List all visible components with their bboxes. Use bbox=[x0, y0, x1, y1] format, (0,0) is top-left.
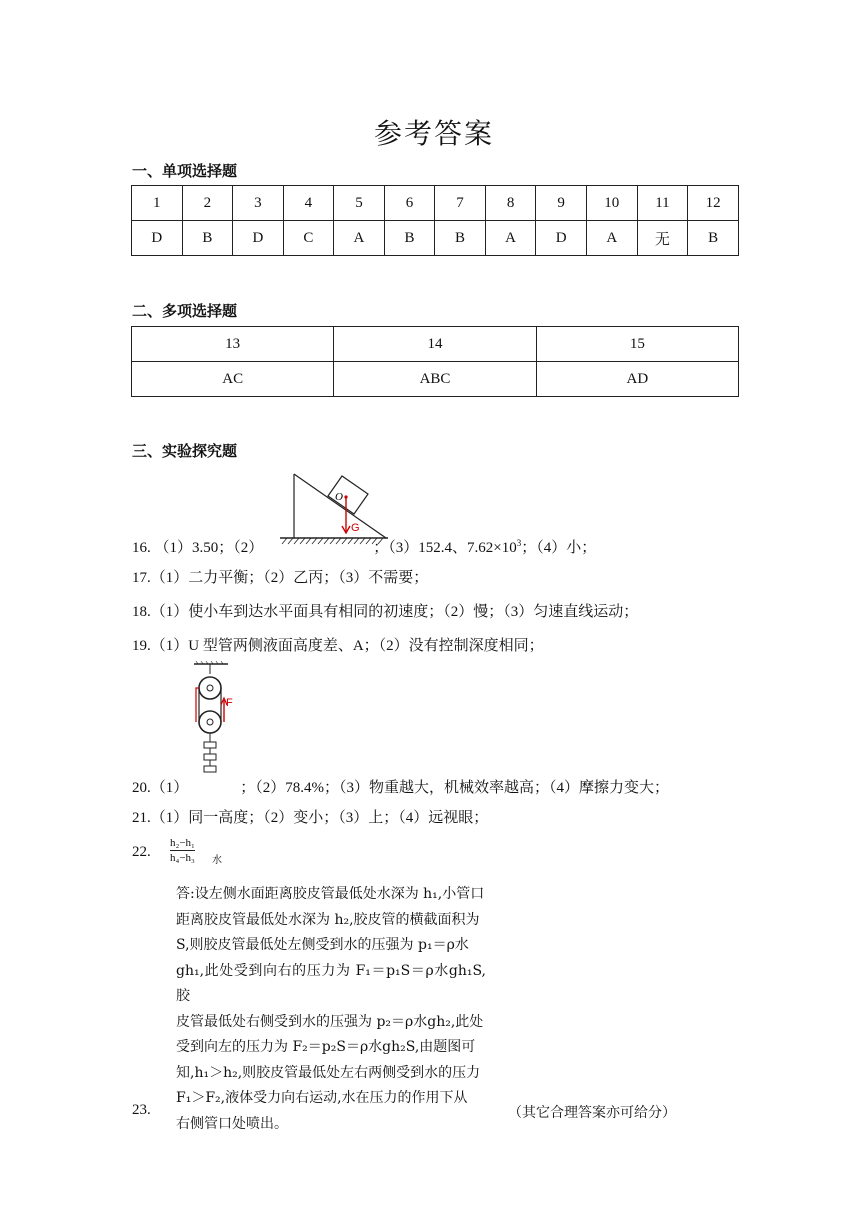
answer-22-suffix: 水 bbox=[212, 855, 222, 866]
q18-number: 18. bbox=[132, 604, 151, 620]
answer-line: gh₁,此处受到向右的压力为 F₁＝p₁S＝ρ水gh₁S,胶 bbox=[176, 962, 486, 1004]
table-cell: AD bbox=[536, 362, 738, 397]
section-multi-choice: 二、多项选择题 bbox=[132, 302, 238, 320]
answer-line: 答:设左侧水面距离胶皮管最低处水深为 h₁,小管口 bbox=[176, 886, 485, 902]
fraction-denominator: h₄−h₃ bbox=[170, 852, 195, 864]
q20-part1: （1） bbox=[150, 780, 189, 796]
table-cell: 12 bbox=[688, 186, 739, 221]
table-cell: 2 bbox=[182, 186, 233, 221]
answer-line: 右侧管口处喷出。 bbox=[176, 1115, 288, 1132]
table-cell: ABC bbox=[334, 362, 536, 397]
table-cell: A bbox=[334, 221, 385, 256]
table-cell: 8 bbox=[485, 186, 536, 221]
table-cell: D bbox=[132, 221, 183, 256]
table-cell: 无 bbox=[637, 221, 688, 256]
table-cell: A bbox=[485, 221, 536, 256]
answer-17 bbox=[132, 566, 428, 587]
q16-number: 16. bbox=[132, 540, 151, 556]
table-cell: 11 bbox=[637, 186, 688, 221]
q20-part2: ；（2）78.4%；（3）物重越大，机械效率越高；（4）摩擦力变大； bbox=[240, 780, 670, 796]
answer-line: F₁＞F₂,液体受力向右运动,水在压力的作用下从 bbox=[176, 1090, 468, 1106]
pulley-label-f: F bbox=[226, 697, 233, 709]
table-cell: 10 bbox=[586, 186, 637, 221]
table-row bbox=[132, 221, 739, 256]
answer-16 bbox=[132, 536, 596, 557]
answer-line: 皮管最低处右侧受到水的压强为 p₂＝ρ水gh₂,此处 bbox=[176, 1013, 484, 1030]
table-cell: B bbox=[182, 221, 233, 256]
incline-label-o: O bbox=[335, 491, 343, 503]
table-cell: A bbox=[586, 221, 637, 256]
multi-choice-table bbox=[131, 326, 739, 397]
table-cell: 6 bbox=[384, 186, 435, 221]
answer-23-text bbox=[176, 882, 486, 1137]
answer-line: S,则胶皮管最低处左侧受到水的压强为 p₁＝ρ水 bbox=[176, 937, 469, 953]
table-cell: 9 bbox=[536, 186, 587, 221]
q19-text: （1）U 型管两侧液面高度差、A；（2）没有控制深度相同； bbox=[150, 638, 544, 654]
q17-text: （1）二力平衡；（2）乙丙；（3）不需要； bbox=[150, 570, 429, 586]
answer-19 bbox=[132, 634, 544, 655]
answer-18 bbox=[132, 600, 638, 621]
q16-part1: （1）3.50；（2） bbox=[154, 540, 264, 556]
q21-text: （1）同一高度；（2）变小；（3）上；（4）远视眼； bbox=[150, 810, 489, 826]
q16-sup: 3 bbox=[516, 538, 522, 548]
answer-20 bbox=[132, 776, 669, 797]
table-cell: B bbox=[435, 221, 486, 256]
q17-number: 17. bbox=[132, 570, 151, 586]
page-title: 参考答案 bbox=[373, 117, 494, 150]
table-cell: 5 bbox=[334, 186, 385, 221]
answer-line: 知,h₁＞h₂,则胶皮管最低处左右两侧受到水的压力 bbox=[176, 1064, 481, 1081]
table-cell: B bbox=[688, 221, 739, 256]
answer-22-fraction bbox=[170, 837, 195, 864]
q16-part3: ；（4）小； bbox=[521, 540, 597, 556]
single-choice-table bbox=[131, 185, 739, 256]
pulley-system-diagram bbox=[186, 660, 236, 782]
answer-21 bbox=[132, 806, 488, 827]
q21-number: 21. bbox=[132, 810, 151, 826]
answer-line: 距离胶皮管最低处水深为 h₂,胶皮管的横截面积为 bbox=[176, 911, 480, 928]
table-cell: B bbox=[384, 221, 435, 256]
table-cell: 7 bbox=[435, 186, 486, 221]
incline-label-g: G bbox=[351, 522, 360, 534]
answer-22-number: 22. bbox=[132, 844, 151, 860]
table-cell: 1 bbox=[132, 186, 183, 221]
q20-number: 20. bbox=[132, 780, 151, 796]
q16-part2: ；（3）152.4、7.62×10 bbox=[373, 540, 517, 556]
section-experiment: 三、实验探究题 bbox=[132, 442, 238, 460]
table-cell: C bbox=[283, 221, 334, 256]
table-row bbox=[132, 186, 739, 221]
table-cell: 13 bbox=[132, 327, 334, 362]
q18-text: （1）使小车到达水平面具有相同的初速度；（2）慢；（3）匀速直线运动； bbox=[150, 604, 639, 620]
table-row bbox=[132, 362, 739, 397]
answer-23-number: 23. bbox=[132, 1102, 151, 1118]
table-cell: 4 bbox=[283, 186, 334, 221]
answer-23-note: （其它合理答案亦可给分） bbox=[508, 1105, 676, 1121]
table-cell: D bbox=[233, 221, 284, 256]
table-cell: D bbox=[536, 221, 587, 256]
table-cell: 15 bbox=[536, 327, 738, 362]
table-cell: 3 bbox=[233, 186, 284, 221]
table-cell: 14 bbox=[334, 327, 536, 362]
section-single-choice: 一、单项选择题 bbox=[132, 162, 238, 180]
fraction-numerator: h₂−h₁ bbox=[170, 837, 195, 849]
table-cell: AC bbox=[132, 362, 334, 397]
answer-line: 受到向左的压力为 F₂＝p₂S＝ρ水gh₂S,由题图可 bbox=[176, 1039, 476, 1055]
table-row bbox=[132, 327, 739, 362]
q19-number: 19. bbox=[132, 638, 151, 654]
